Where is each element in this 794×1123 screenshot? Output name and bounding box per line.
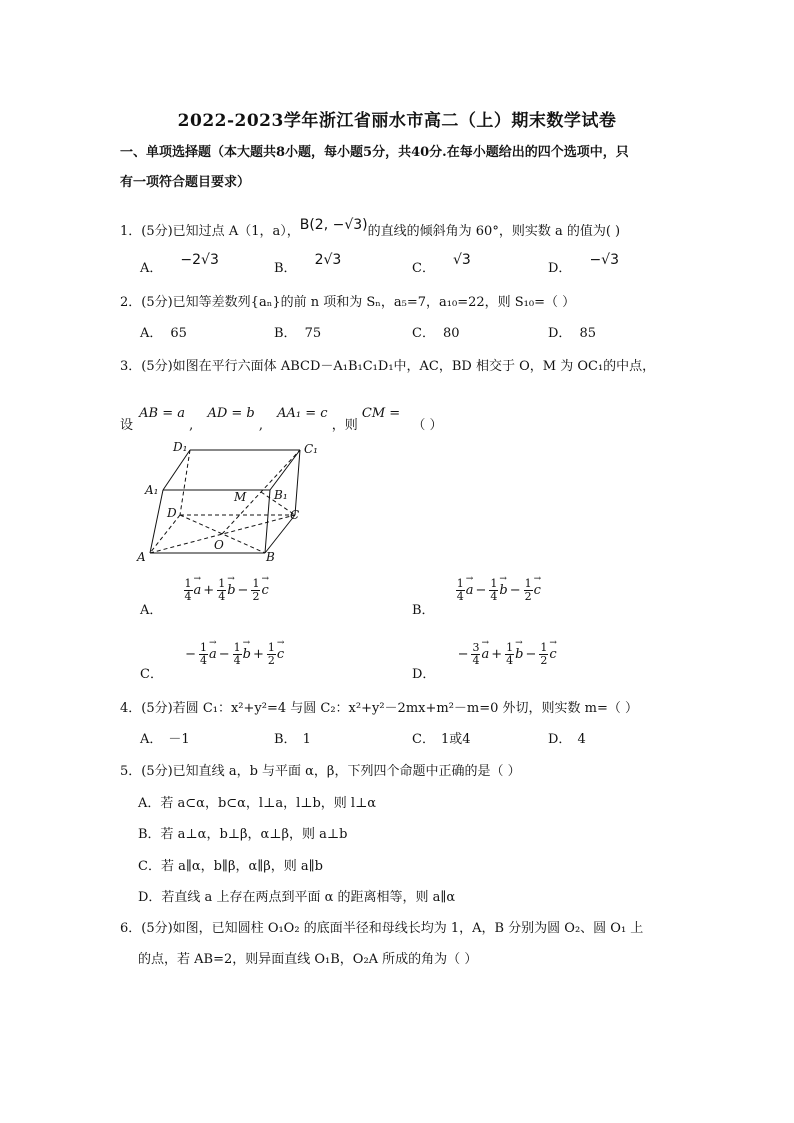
section-heading-line2: 有一项符合题目要求） <box>120 175 251 190</box>
q3-option-b: B． $\frac{1}{4}$ → a − $\frac{1}{4}$ → b − $\frac{1}{2}$ → c <box>412 578 541 603</box>
fraction: $\frac{3}{4}$ <box>472 641 480 667</box>
q1-point-b: B(2, −√3) <box>299 217 368 233</box>
q5-option-c: C．若 a∥α，b∥β，α∥β，则 a∥b <box>138 859 323 874</box>
fraction: $\frac{1}{4}$ <box>218 577 226 603</box>
q3-let: 设 <box>120 418 134 433</box>
q2-option-a: A． 65 <box>140 326 187 341</box>
label-m: M <box>234 490 247 504</box>
fraction: $\frac{1}{2}$ <box>252 577 260 603</box>
q3-option-a: A． $\frac{1}{4}$ → a + $\frac{1}{4}$ → b − $\frac{1}{2}$ → c <box>140 578 269 603</box>
fraction: $\frac{1}{2}$ <box>524 577 532 603</box>
section-heading <box>120 138 680 198</box>
q1-option-c: C．√3 <box>412 252 471 276</box>
sign: + <box>491 647 503 662</box>
q3-blank: （ ） <box>412 418 443 433</box>
q5-option-a: A．若 a⊂α，b⊂α，l⊥a，l⊥b，则 l⊥α <box>138 796 377 811</box>
q3-vector-setup: 设 AB = a , AD = b , AA₁ = c ，则 CM = （ ） <box>120 406 443 433</box>
q1-option-d: D．−√3 <box>548 252 619 276</box>
question-5-stem: 5．(5分)已知直线 a，b 与平面 α，β，下列四个命题中正确的是（ ） <box>120 764 521 779</box>
question-4-stem: 4．(5分)若圆 C₁：x²+y²=4 与圆 C₂：x²+y²－2mx+m²－m=0 外切，则实数 m=（ ） <box>120 701 639 716</box>
question-2-stem: 2．(5分)已知等差数列{aₙ}的前 n 项和为 Sₙ，a₅=7，a₁₀=22，则 S₁₀=（ ） <box>120 295 576 310</box>
fraction: $\frac{1}{2}$ <box>540 641 548 667</box>
question-1-stem <box>120 217 621 239</box>
q4-option-c: C． 1或4 <box>412 732 471 747</box>
q4-option-b: B． 1 <box>274 732 311 747</box>
fraction: $\frac{1}{4}$ <box>184 577 192 603</box>
vector-symbol: → a <box>194 583 202 598</box>
q3-then: ，则 <box>331 418 358 433</box>
q5-option-b: B．若 a⊥α，b⊥β，α⊥β，则 a⊥b <box>138 827 348 842</box>
q2-option-d: D． 85 <box>548 326 596 341</box>
q2-option-b: B． 75 <box>274 326 322 341</box>
vector-symbol: → c <box>549 647 556 662</box>
sign: − <box>509 583 521 598</box>
q3-vector-ab: AB = a <box>139 406 186 421</box>
q1-stem-a: 1．(5分)已知过点 A（1，a）， <box>120 224 300 239</box>
vector-symbol: → b <box>243 647 251 662</box>
q4-option-d: D． 4 <box>548 732 586 747</box>
fraction: $\frac{1}{4}$ <box>456 577 464 603</box>
vector-symbol: → c <box>261 583 268 598</box>
label-b1: B₁ <box>274 488 288 502</box>
q5-option-d: D．若直线 a 上存在两点到平面 α 的距离相等，则 a∥α <box>138 890 456 905</box>
vector-symbol: → c <box>534 583 541 598</box>
sign: − <box>457 647 469 662</box>
vector-symbol: → a <box>481 647 489 662</box>
label-d1: D₁ <box>173 440 188 454</box>
vector-symbol: → b <box>499 583 507 598</box>
label-c1: C₁ <box>304 442 318 456</box>
sign: − <box>475 583 487 598</box>
vector-symbol: → a <box>466 583 474 598</box>
q1-option-a: A．−2√3 <box>140 252 219 276</box>
q1-option-b: B．2√3 <box>274 252 342 276</box>
sign: − <box>525 647 537 662</box>
label-d: D <box>167 506 177 520</box>
q3-vector-cm: CM = <box>361 406 401 421</box>
label-c: C <box>290 508 300 522</box>
section-heading-line1: 一、单项选择题（本大题共8小题，每小题5分，共40分.在每小题给出的四个选项中，只 <box>120 145 629 160</box>
vector-symbol: → b <box>227 583 235 598</box>
parallelepiped-figure <box>135 435 325 570</box>
vector-symbol: → c <box>277 647 284 662</box>
sign: − <box>218 647 230 662</box>
page-title: 2022-2023学年浙江省丽水市高二（上）期末数学试卷 <box>177 111 617 131</box>
fraction: $\frac{1}{4}$ <box>490 577 498 603</box>
sign: − <box>237 583 249 598</box>
fraction: $\frac{1}{2}$ <box>267 641 275 667</box>
label-b: B <box>266 550 275 564</box>
question-6-line2: 的点，若 AB=2，则异面直线 O₁B，O₂A 所成的角为（ ） <box>138 952 478 967</box>
fraction: $\frac{1}{4}$ <box>506 641 514 667</box>
vector-symbol: → a <box>209 647 217 662</box>
q1-stem-b: 的直线的倾斜角为 60°，则实数 a 的值为( ) <box>367 224 621 239</box>
label-a1: A₁ <box>145 483 159 497</box>
label-o: O <box>214 538 224 552</box>
question-6-line1: 6．(5分)如图，已知圆柱 O₁O₂ 的底面半径和母线长均为 1，A，B 分别为圆 O₂、圆 O₁ 上 <box>120 921 644 936</box>
q3-option-d: D． − $\frac{3}{4}$ → a + $\frac{1}{4}$ → b − $\frac{1}{2}$ → c <box>412 642 557 667</box>
sign: + <box>253 647 264 662</box>
q2-option-c: C． 80 <box>412 326 460 341</box>
q4-option-a: A． －1 <box>140 732 190 747</box>
label-a: A <box>137 550 146 564</box>
question-3-stem: 3．(5分)如图在平行六面体 ABCD－A₁B₁C₁D₁中，AC，BD 相交于 O，M 为 OC₁的中点， <box>120 359 656 374</box>
fraction: $\frac{1}{4}$ <box>200 641 207 667</box>
q3-option-c: C． − $\frac{1}{4}$ → a − $\frac{1}{4}$ → b + $\frac{1}{2}$ → c <box>140 642 284 667</box>
sign: + <box>203 583 215 598</box>
q3-vector-aa1: AA₁ = c <box>277 406 328 421</box>
vector-symbol: → b <box>515 647 523 662</box>
sign: − <box>185 647 196 662</box>
fraction: $\frac{1}{4}$ <box>233 641 241 667</box>
q3-vector-ad: AD = b <box>207 406 255 421</box>
